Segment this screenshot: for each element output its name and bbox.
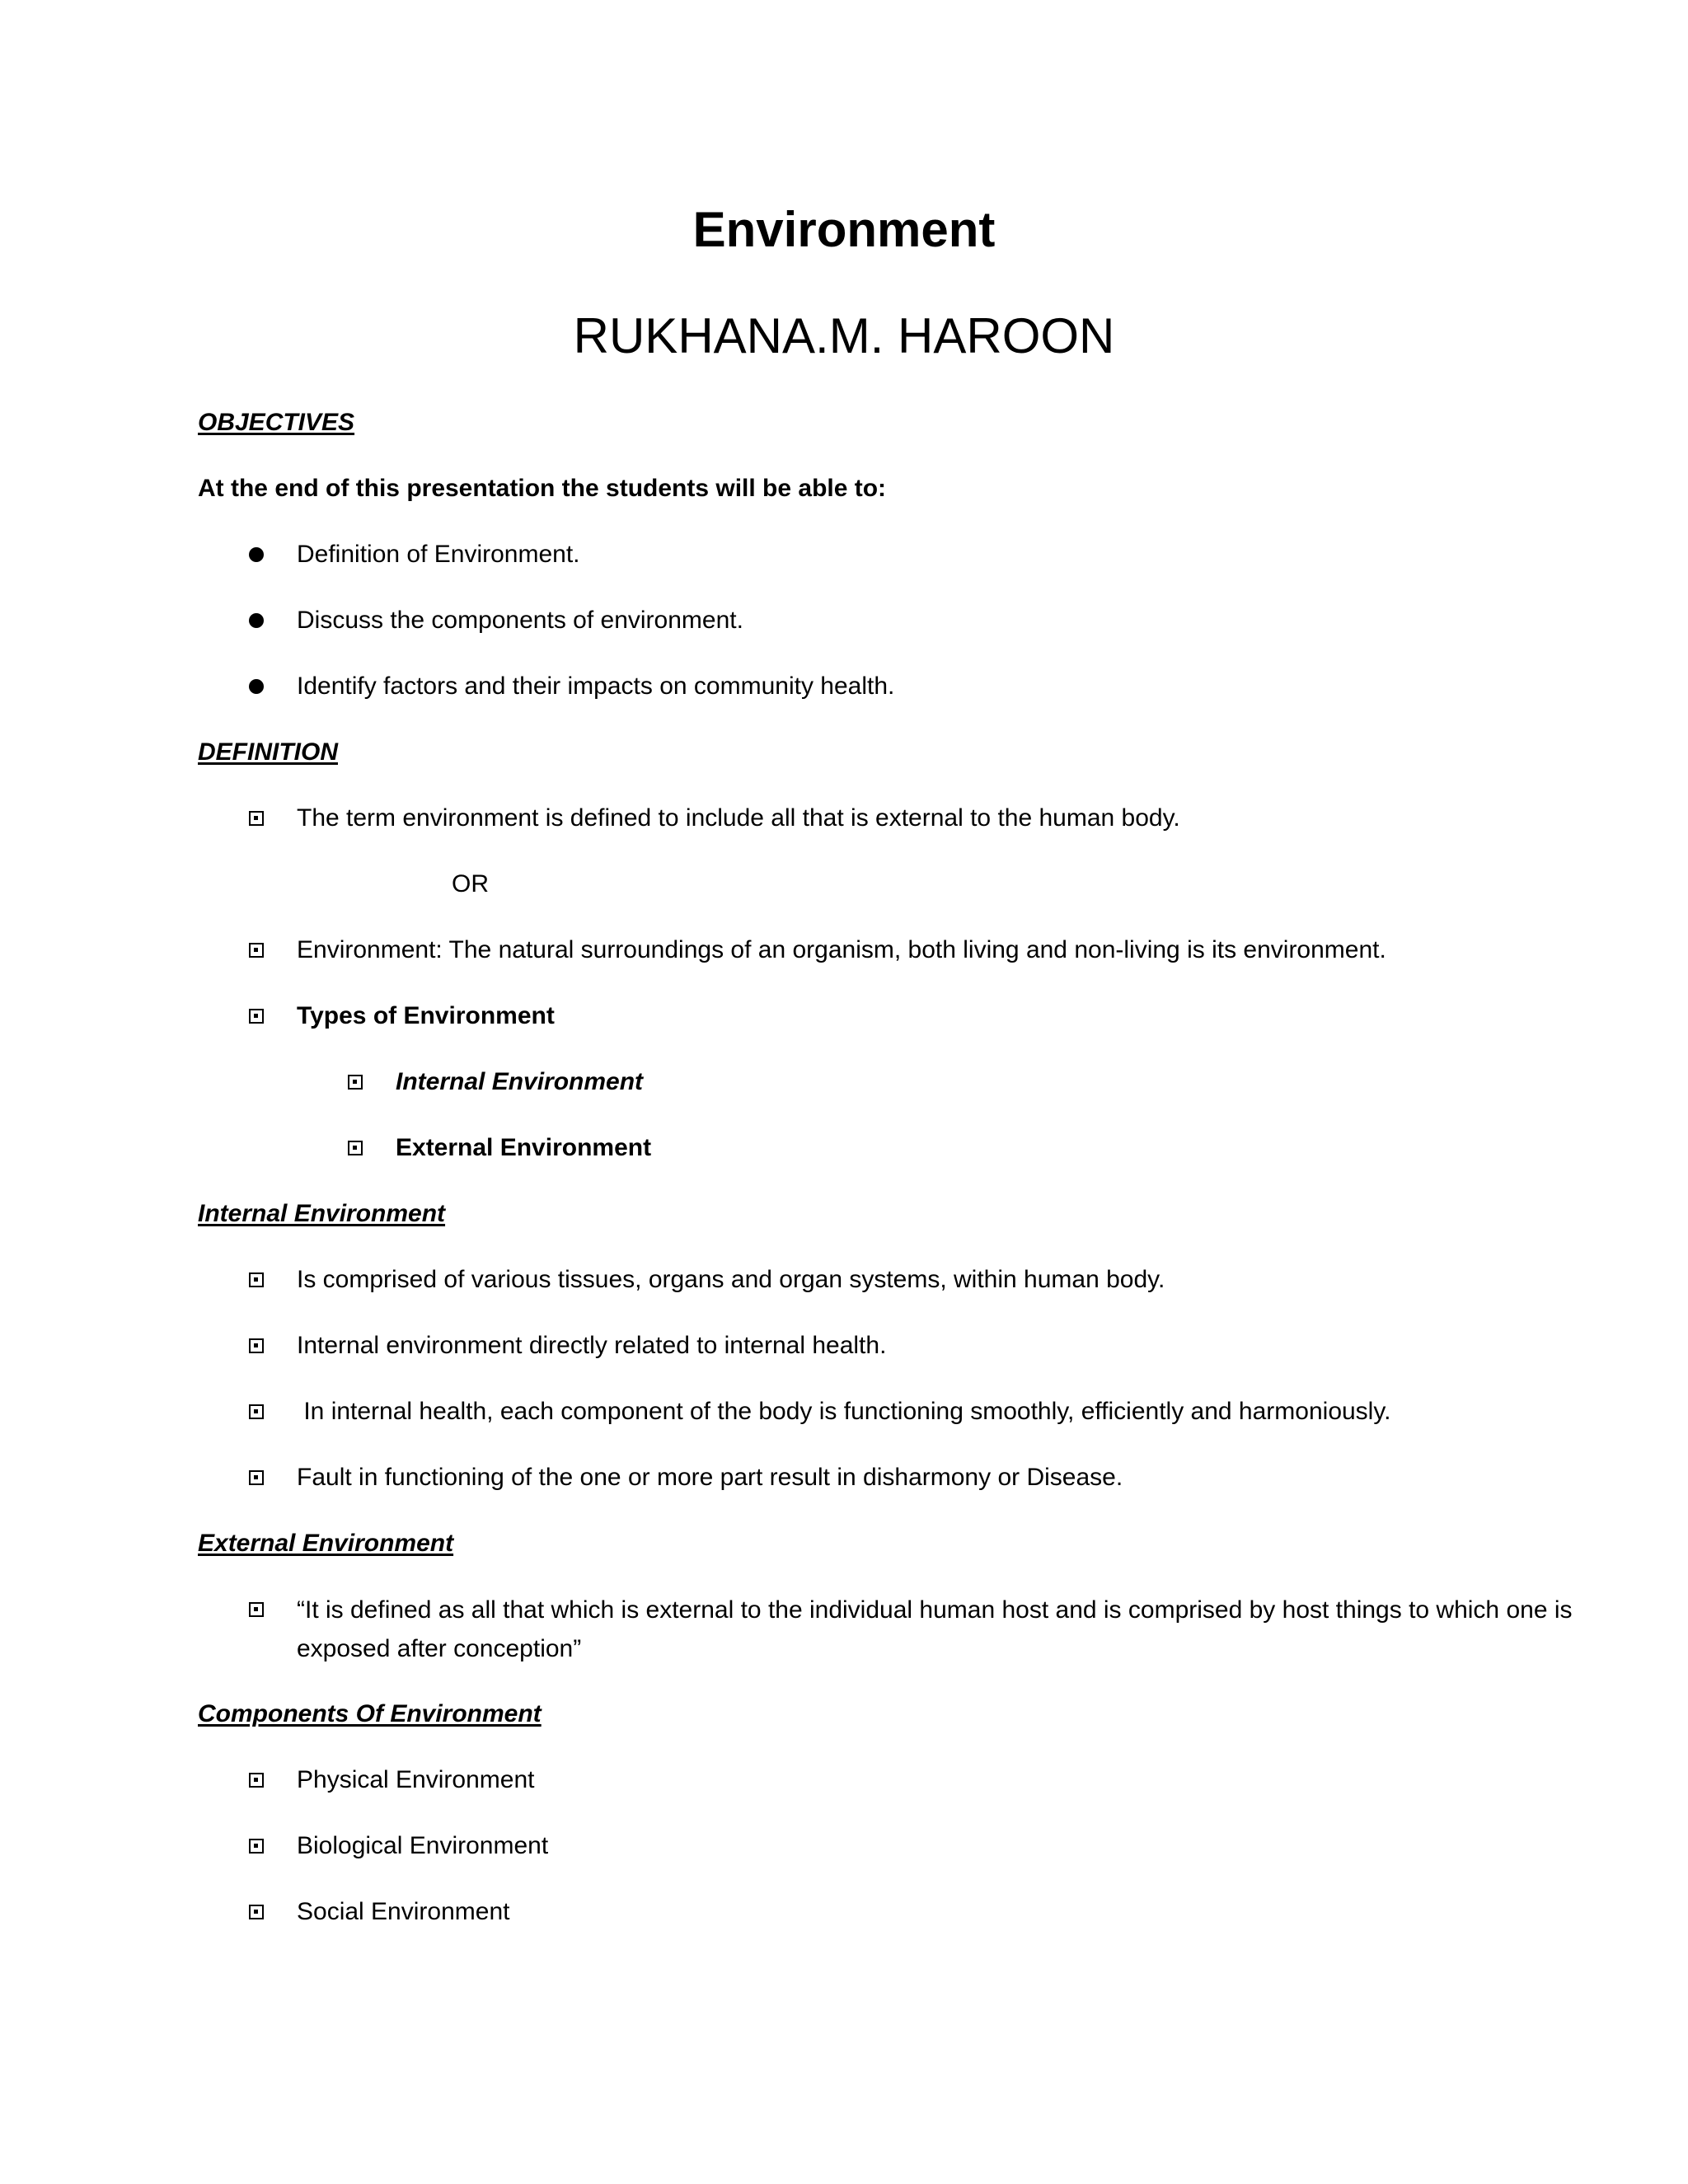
square-bullet-icon <box>249 1470 264 1485</box>
square-bullet-icon <box>249 1839 264 1854</box>
bullet-dot-icon <box>249 679 264 694</box>
components-heading: Components Of Environment <box>198 1700 542 1727</box>
square-bullet-icon <box>249 1338 264 1353</box>
internal-item: Is comprised of various tissues, organs and organ systems, within human body. <box>297 1266 1165 1293</box>
bullet-dot-icon <box>249 547 264 562</box>
external-heading: External Environment <box>198 1530 454 1557</box>
objectives-intro: At the end of this presentation the students will be able to: <box>198 475 887 502</box>
square-bullet-icon <box>249 1602 264 1617</box>
square-bullet-icon <box>249 1773 264 1788</box>
internal-item: Internal environment directly related to internal health. <box>297 1332 887 1359</box>
objectives-heading: OBJECTIVES <box>198 409 355 436</box>
internal-item: Fault in functioning of the one or more part result in disharmony or Disease. <box>297 1464 1123 1491</box>
document-title: Environment <box>692 202 996 257</box>
or-separator: OR <box>452 870 489 898</box>
internal-heading: Internal Environment <box>198 1200 446 1227</box>
internal-item: In internal health, each component of the body is functioning smoothly, efficiently and harmoniously. <box>297 1398 1391 1425</box>
square-bullet-icon <box>249 811 264 826</box>
definition-item: The term environment is defined to include all that is external to the human body. <box>297 804 1180 832</box>
external-item: “It is defined as all that which is external to the individual human host and is comprised by host things to which one is exposed after conception” <box>297 1596 1573 1662</box>
definition-item: Environment: The natural surroundings of an organism, both living and non-living is its environment. <box>297 936 1386 963</box>
objective-item: Identify factors and their impacts on community health. <box>297 673 895 700</box>
component-item: Biological Environment <box>297 1832 549 1859</box>
type-item-external: External Environment <box>396 1134 652 1161</box>
square-bullet-icon <box>348 1141 363 1155</box>
document-author: RUKHANA.M. HAROON <box>573 308 1115 363</box>
square-bullet-icon <box>249 1404 264 1419</box>
square-bullet-icon <box>348 1075 363 1090</box>
definition-heading: DEFINITION <box>198 738 338 766</box>
bullet-dot-icon <box>249 613 264 628</box>
square-bullet-icon <box>249 943 264 958</box>
square-bullet-icon <box>249 1272 264 1287</box>
objective-item: Discuss the components of environment. <box>297 607 743 634</box>
objective-item: Definition of Environment. <box>297 541 580 568</box>
component-item: Physical Environment <box>297 1766 535 1793</box>
square-bullet-icon <box>249 1009 264 1024</box>
component-item: Social Environment <box>297 1898 510 1925</box>
types-label: Types of Environment <box>297 1002 555 1029</box>
type-item-internal: Internal Environment <box>396 1068 644 1095</box>
square-bullet-icon <box>249 1905 264 1919</box>
